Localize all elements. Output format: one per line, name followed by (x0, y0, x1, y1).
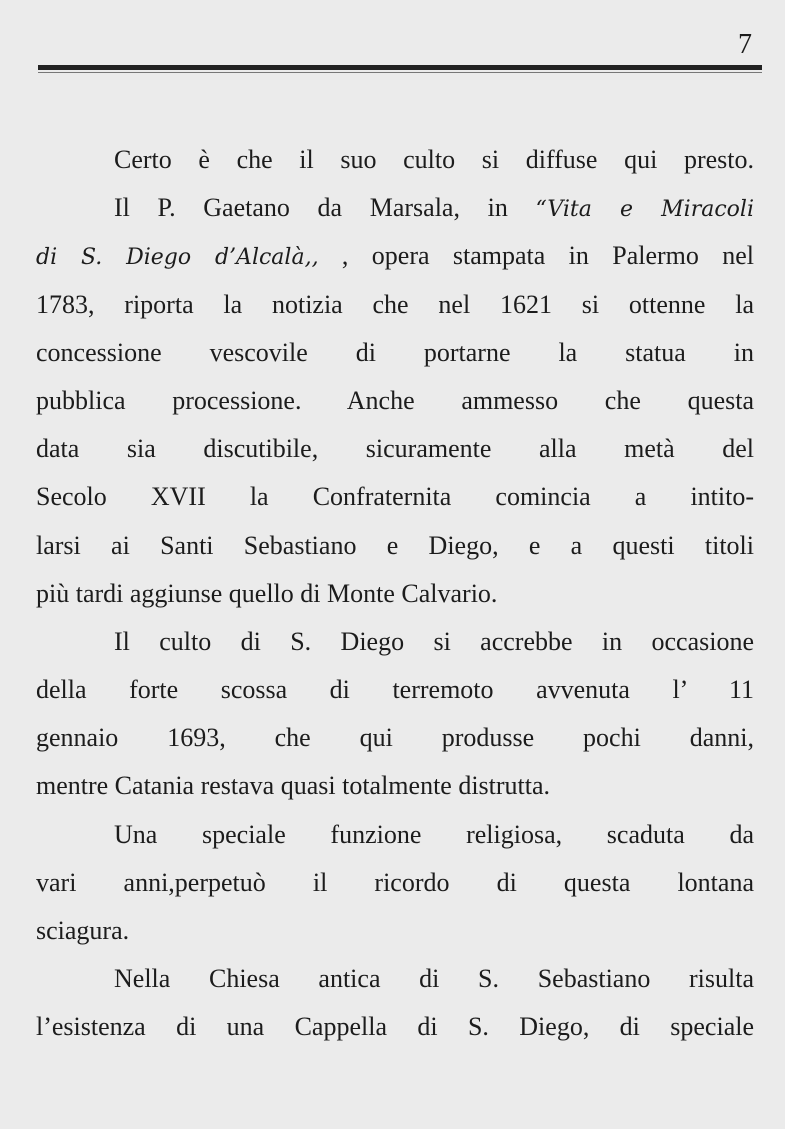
text-line (36, 184, 754, 232)
text-line: 1783, riporta la notizia che nel 1621 si ottenne la (36, 289, 754, 319)
header-rule (38, 65, 762, 70)
text-body (36, 136, 754, 1052)
header-rule-thin (38, 72, 762, 73)
text-line (36, 232, 754, 280)
text-span: , opera stampata in Palermo nel (318, 241, 754, 271)
book-title-italic: “Vita e Miracoli (535, 197, 754, 223)
text-line: data sia discutibile, sicuramente alla metà del (36, 434, 754, 464)
text-line: gennaio 1693, che qui produsse pochi danni, (36, 723, 754, 753)
text-line: concessione vescovile di portarne la statua in (36, 337, 754, 367)
text-line: mentre Catania restava quasi totalmente distrutta. (36, 771, 551, 801)
text-line: l’esistenza di una Cappella di S. Diego, di speciale (36, 1012, 754, 1042)
text-line: vari anni,perpetuò il ricordo di questa lontana (36, 867, 754, 897)
text-line: della forte scossa di terremoto avvenuta l’ 11 (36, 675, 754, 705)
text-line: Nella Chiesa antica di S. Sebastiano risulta (114, 964, 754, 994)
text-line: pubblica processione. Anche ammesso che questa (36, 385, 754, 415)
text-line: larsi ai Santi Sebastiano e Diego, e a questi titoli (36, 530, 754, 560)
text-line: Una speciale funzione religiosa, scaduta da (114, 819, 754, 849)
text-line: più tardi aggiunse quello di Monte Calvario. (36, 578, 498, 608)
text-line: Certo è che il suo culto si diffuse qui presto. (114, 145, 754, 174)
text-line: Secolo XVII la Confraternita comincia a intito- (36, 482, 754, 512)
text-line: Il culto di S. Diego si accrebbe in occasione (114, 626, 754, 656)
text-line: sciagura. (36, 916, 130, 945)
text-span: Il P. Gaetano da Marsala, in (114, 193, 536, 223)
page-number: 7 (738, 29, 752, 60)
book-title-italic: di S. Diego d’Alcalà,, (36, 245, 319, 271)
